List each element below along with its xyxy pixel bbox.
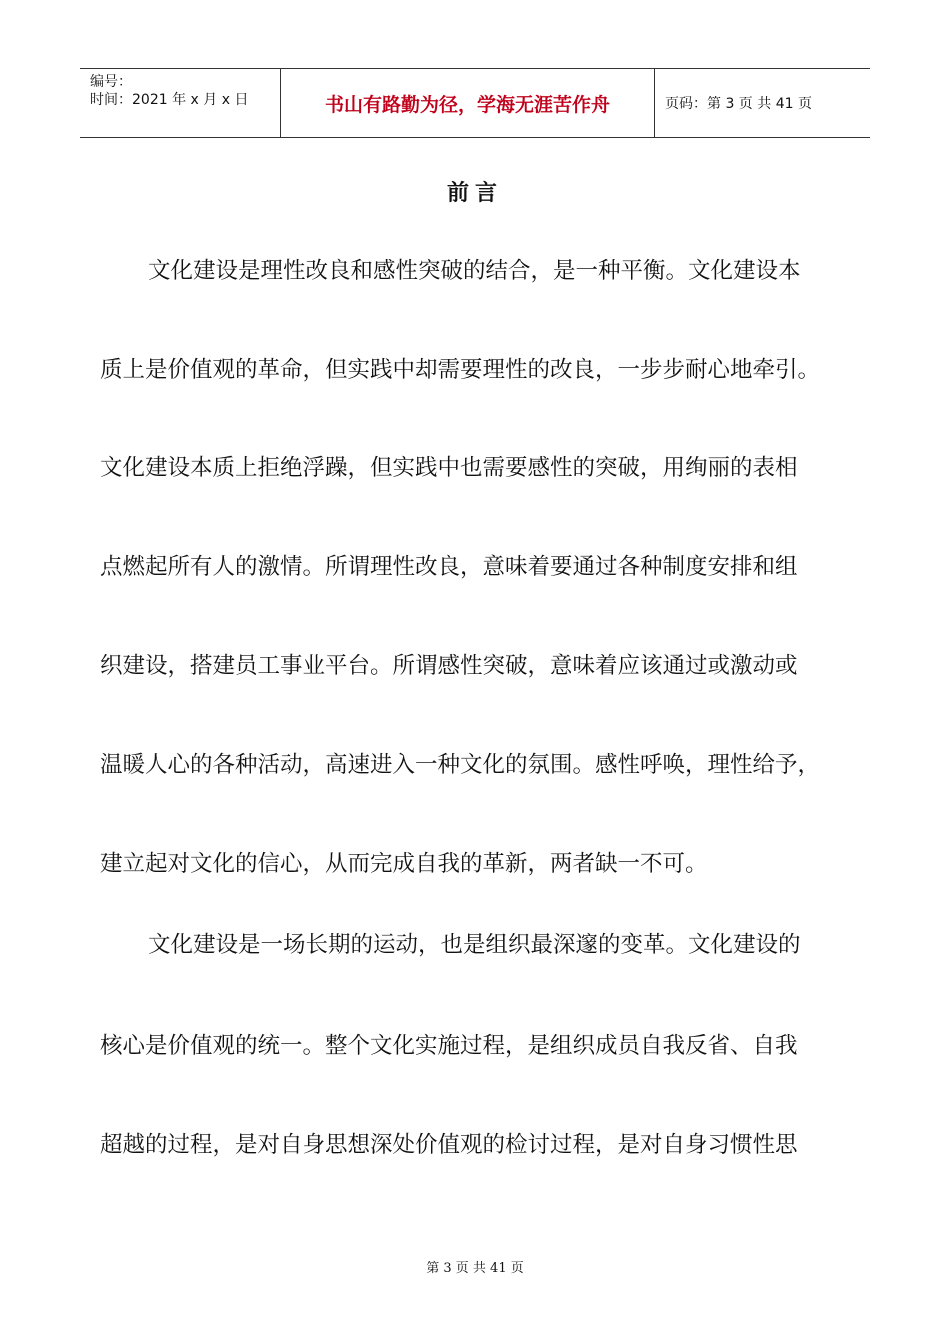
paragraph-line: 文化建设是一场长期的运动，也是组织最深邃的变革。文化建设的 (148, 932, 801, 958)
paragraph-line: 点燃起所有人的激情。所谓理性改良，意味着要通过各种制度安排和组 (100, 554, 798, 580)
document-number-label: 编号： (90, 74, 132, 90)
header-meta (80, 69, 280, 137)
paragraph-line: 文化建设本质上拒绝浮躁，但实践中也需要感性的突破，用绚丽的表相 (100, 455, 798, 481)
paragraph-line: 核心是价值观的统一。整个文化实施过程，是组织成员自我反省、自我 (100, 1033, 798, 1059)
paragraph-line: 超越的过程，是对自身思想深处价值观的检讨过程，是对自身习惯性思 (100, 1132, 798, 1158)
section-title: 前言 (446, 181, 503, 206)
paragraph-line: 文化建设是理性改良和感性突破的结合，是一种平衡。文化建设本 (148, 258, 801, 284)
page-header (80, 68, 870, 138)
header-motto: 书山有路勤为径，学海无涯苦作舟 (280, 69, 655, 137)
paragraph-line: 温暖人心的各种活动，高速进入一种文化的氛围。感性呼唤，理性给予， (100, 752, 821, 778)
paragraph-line: 织建设，搭建员工事业平台。所谓感性突破，意味着应该通过或激动或 (100, 653, 798, 679)
paragraph-line: 质上是价值观的革命，但实践中却需要理性的改良，一步步耐心地牵引。 (100, 357, 821, 383)
header-page-info: 页码：第 3 页 共 41 页 (665, 96, 812, 112)
page-footer: 第 3 页 共 41 页 (426, 1261, 524, 1276)
document-date: 时间：2021 年 x 月 x 日 (90, 92, 249, 108)
paragraph-line: 建立起对文化的信心，从而完成自我的革新，两者缺一不可。 (100, 851, 708, 877)
